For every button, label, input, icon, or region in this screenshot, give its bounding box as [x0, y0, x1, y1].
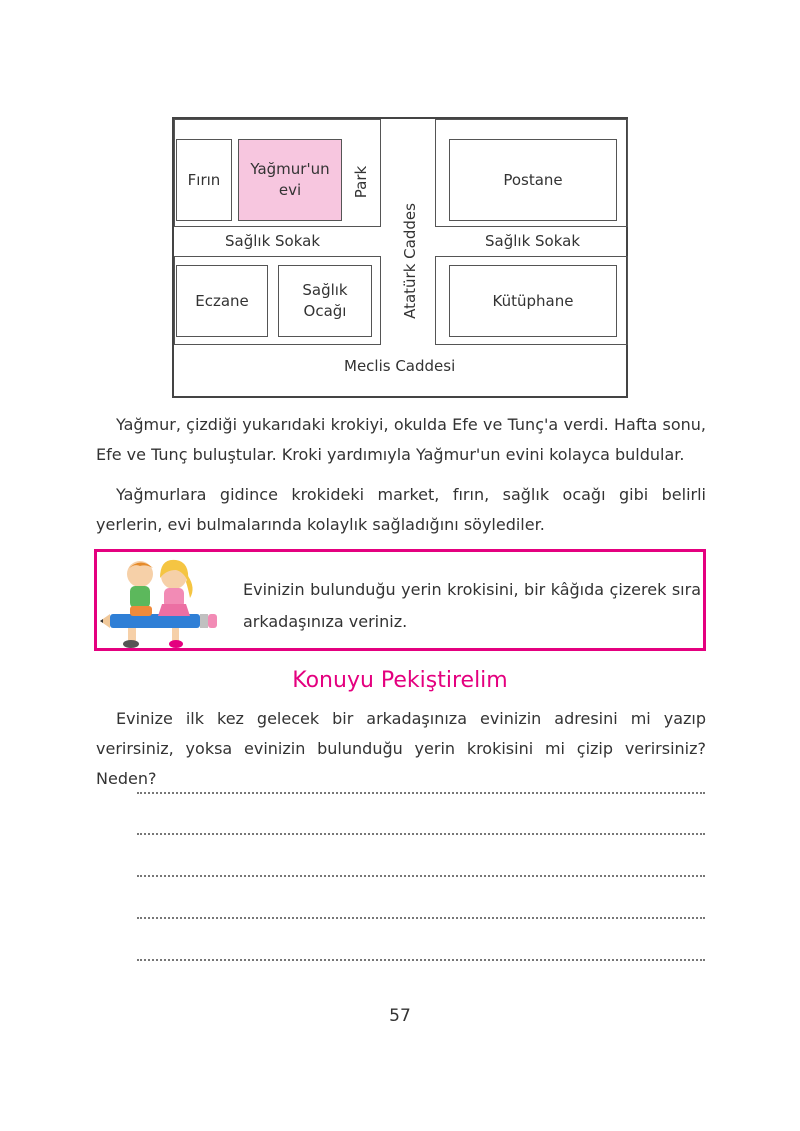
- answer-line-2[interactable]: [137, 833, 705, 835]
- block-top-left: [174, 119, 381, 227]
- answer-line-4[interactable]: [137, 917, 705, 919]
- paragraph-2-text: Yağmurlara gidince krokideki market, fırın, sağlık ocağı gibi belirli yerlerin, evi bulmalarında kolaylık sağladığını söylediler.: [96, 485, 706, 534]
- block-top-right: [435, 119, 628, 227]
- postane-box: [449, 139, 617, 221]
- park-label: Park: [352, 165, 370, 199]
- eczane-box: [176, 265, 268, 337]
- page-number: 57: [389, 1006, 411, 1026]
- block-bottom-left: [174, 256, 381, 345]
- yagmur-house-label-line2: evi: [278, 181, 302, 199]
- kutuphane-box: [449, 265, 617, 337]
- answer-line-1[interactable]: [137, 792, 705, 794]
- paragraph-1: [96, 410, 706, 470]
- meclis-caddesi-label: Meclis Caddesi: [344, 357, 456, 375]
- postane-label: Postane: [503, 170, 563, 189]
- paragraph-2: [96, 480, 706, 540]
- saglik-ocagi-label-line1: Sağlık: [302, 281, 348, 299]
- saglik-sokak-right-label: Sağlık Sokak: [485, 232, 581, 250]
- ataturk-caddesi-label: Atatürk Caddes: [401, 203, 419, 319]
- saglik-ocagi-label-line2: Ocağı: [303, 302, 347, 320]
- children-on-pencil-illustration: [100, 554, 220, 650]
- paragraph-1-text: Yağmur, çizdiği yukarıdaki krokiyi, okulda Efe ve Tunç'a verdi. Hafta sonu, Efe ve Tunç buluştular. Kroki yardımıyla Yağmur'un evini kolayca buldular.: [96, 415, 706, 464]
- block-bottom-right: [435, 256, 628, 345]
- callout-text: Evinizin bulunduğu yerin krokisini, bir kâğıda çizerek sıra arkadaşınıza veriniz.: [243, 580, 701, 631]
- saglik-ocagi-box: [278, 265, 372, 337]
- yagmur-house-box: [238, 139, 342, 221]
- eczane-label: Eczane: [195, 291, 249, 310]
- section-heading: Konuyu Pekiştirelim: [292, 668, 508, 693]
- saglik-sokak-left-label: Sağlık Sokak: [225, 232, 321, 250]
- answer-line-3[interactable]: [137, 875, 705, 877]
- question-text: Evinize ilk kez gelecek bir arkadaşınıza evinizin adresini mi yazıp verirsiniz, yoksa evinizin bulunduğu yerin krokisini mi çizip verirsiniz? Neden?: [96, 709, 706, 788]
- firin-label: Fırın: [187, 170, 221, 189]
- activity-callout-box: [94, 549, 706, 651]
- kutuphane-label: Kütüphane: [492, 291, 574, 310]
- question-paragraph: [96, 704, 706, 794]
- answer-line-5[interactable]: [137, 959, 705, 961]
- kroki-map: [172, 117, 628, 398]
- firin-box: [176, 139, 232, 221]
- yagmur-house-label-line1: Yağmur'un: [250, 160, 330, 178]
